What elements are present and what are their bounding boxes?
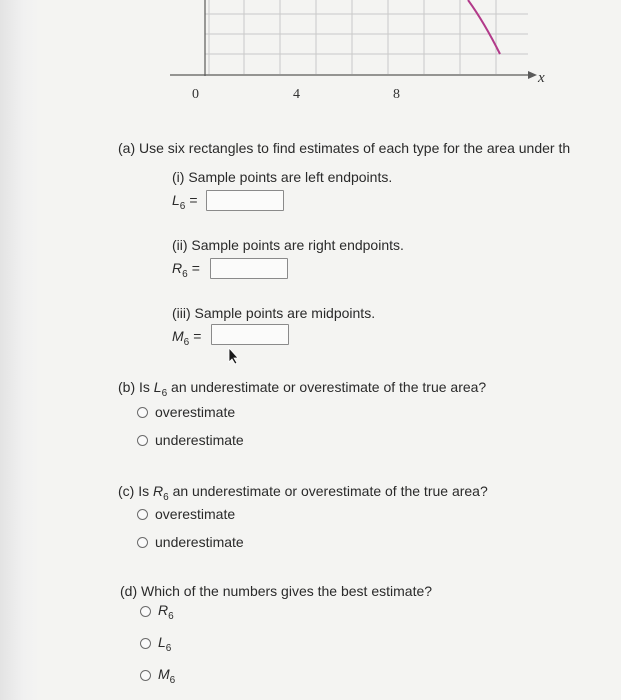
r6-label: $R_6$ = xyxy=(172,260,200,280)
radio-icon[interactable] xyxy=(137,537,148,548)
part-d-question: (d) Which of the numbers gives the best estimate? xyxy=(120,583,433,599)
part-a-iii-text: (iii) Sample points are midpoints. xyxy=(172,305,376,321)
radio-icon[interactable] xyxy=(137,509,148,520)
radio-icon[interactable] xyxy=(137,407,148,418)
part-b-question: (b) Is $L_6$ an underestimate or overestimate of the true area? xyxy=(118,379,487,399)
option-label: overestimate xyxy=(155,506,236,522)
part-d-option-l6[interactable] xyxy=(140,634,171,654)
tick-label-8: 8 xyxy=(393,87,400,102)
x-axis-arrow xyxy=(528,71,537,79)
mouse-cursor-icon xyxy=(226,347,240,365)
part-a-prompt: (a) Use six rectangles to find estimates of each type for the area under th xyxy=(118,140,571,156)
part-d-option-m6[interactable] xyxy=(140,666,175,686)
m6-answer-input[interactable] xyxy=(211,324,289,345)
radio-icon[interactable] xyxy=(140,606,151,617)
radio-icon[interactable] xyxy=(137,435,148,446)
r6-answer-input[interactable] xyxy=(210,258,288,279)
option-label: underestimate xyxy=(155,432,244,448)
option-label: $M_6$ xyxy=(158,666,176,686)
radio-icon[interactable] xyxy=(140,670,151,681)
graph-grid xyxy=(205,0,528,74)
l6-answer-input[interactable] xyxy=(206,190,284,211)
m6-label: $M_6$ = xyxy=(172,328,202,348)
part-a-ii-text: (ii) Sample points are right endpoints. xyxy=(172,237,404,253)
function-curve xyxy=(468,0,500,54)
option-label: $R_6$ xyxy=(158,602,174,622)
l6-label: $L_6$ = xyxy=(172,192,198,212)
x-axis-label: x xyxy=(538,70,545,86)
option-label: overestimate xyxy=(155,404,236,420)
part-b-option-overestimate[interactable] xyxy=(137,404,235,420)
part-c-question: (c) Is $R_6$ an underestimate or overestimate of the true area? xyxy=(118,483,488,503)
area-graph xyxy=(0,0,621,110)
tick-label-4: 4 xyxy=(293,87,300,102)
part-c-option-underestimate[interactable] xyxy=(137,534,244,550)
option-label: $L_6$ xyxy=(158,634,172,654)
radio-icon[interactable] xyxy=(140,638,151,649)
tick-label-0: 0 xyxy=(192,87,199,102)
part-a-i-text: (i) Sample points are left endpoints. xyxy=(172,169,393,185)
part-c-option-overestimate[interactable] xyxy=(137,506,235,522)
part-b-option-underestimate[interactable] xyxy=(137,432,244,448)
part-d-option-r6[interactable] xyxy=(140,602,174,622)
option-label: underestimate xyxy=(155,534,244,550)
